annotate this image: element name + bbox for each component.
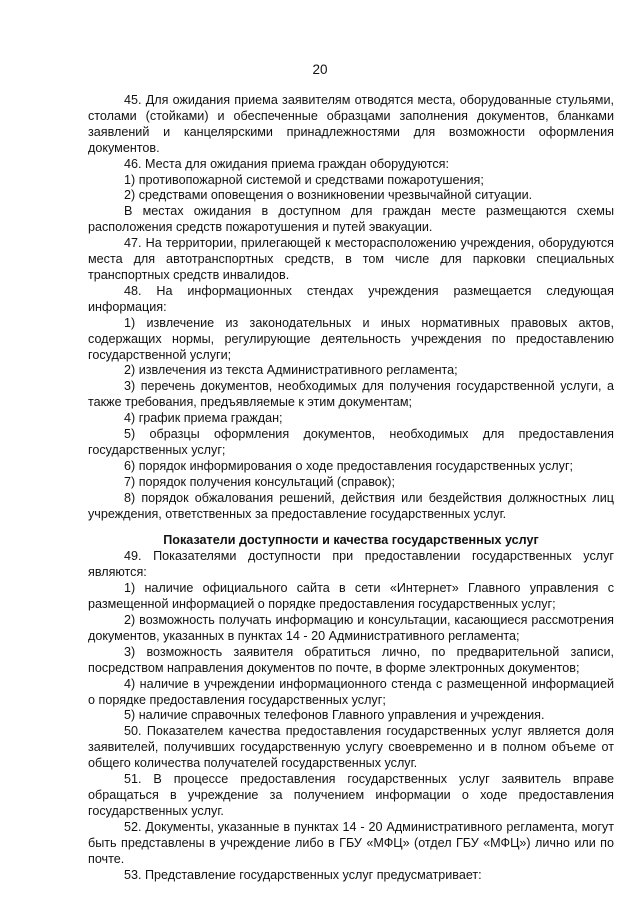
paragraph: 3) возможность заявителя обратиться лично, по предварительной записи, посредством направления документов по почте, в форме электронных документов; bbox=[88, 644, 614, 675]
paragraph: 3) перечень документов, необходимых для получения государственной услуги, а также требования, предъявляемые к этим документам; bbox=[88, 379, 614, 410]
paragraph: 1) наличие официального сайта в сети «Интернет» Главного управления с размещенной информацией о порядке предоставления государственных услуг; bbox=[88, 581, 614, 612]
paragraph: 48. На информационных стендах учреждения размещается следующая информация: bbox=[88, 283, 614, 314]
paragraph: 4) график приема граждан; bbox=[124, 411, 283, 426]
paragraph: 6) порядок информирования о ходе предоставления государственных услуг; bbox=[124, 458, 574, 473]
section-heading: Показатели доступности и качества государственных услуг bbox=[163, 533, 539, 548]
paragraph: 1) извлечение из законодательных и иных нормативных правовых актов, содержащих нормы, регулирующие деятельность учреждения по предоставлению государственной услуги; bbox=[88, 315, 614, 362]
paragraph: 8) порядок обжалования решений, действия или бездействия должностных лиц учреждения, ответственных за предоставление государственных услуг. bbox=[88, 490, 614, 521]
paragraph: 7) порядок получения консультаций (справок); bbox=[124, 474, 395, 489]
paragraph: 2) средствами оповещения о возникновении чрезвычайной ситуации. bbox=[124, 188, 533, 203]
paragraph: В местах ожидания в доступном для граждан месте размещаются схемы расположения средств пожаротушения и путей эвакуации. bbox=[88, 204, 614, 235]
paragraph: 1) противопожарной системой и средствами пожаротушения; bbox=[124, 172, 484, 187]
page-number: 20 bbox=[312, 62, 328, 77]
paragraph: 2) извлечения из текста Административного регламента; bbox=[124, 363, 458, 378]
paragraph: 50. Показателем качества предоставления государственных услуг является доля заявителей, получивших государственную услугу своевременно и в полном объеме от общего количества получателей государственных услуг. bbox=[88, 724, 614, 771]
paragraph: 4) наличие в учреждении информационного стенда с размещенной информацией о порядке предоставления государственных услуг; bbox=[88, 676, 614, 707]
paragraph: 53. Представление государственных услуг предусматривает: bbox=[124, 867, 482, 882]
paragraph: 5) образцы оформления документов, необходимых для предоставления государственных услуг; bbox=[88, 427, 614, 457]
paragraph: 2) возможность получать информацию и консультации, касающиеся рассмотрения документов, указанных в пунктах 14 - 20 Административного регламента; bbox=[88, 613, 614, 643]
paragraph: 47. На территории, прилегающей к месторасположению учреждения, оборудуются места для автотранспортных средств, в том числе для парковки специальных транспортных средств инвалидов. bbox=[88, 236, 614, 282]
paragraph: 52. Документы, указанные в пунктах 14 - 20 Административного регламента, могут быть представлены в учреждение либо в ГБУ «МФЦ» (отдел ГБУ «МФЦ») лично или по почте. bbox=[88, 819, 614, 866]
document-body bbox=[88, 93, 614, 883]
paragraph: 51. В процессе предоставления государственных услуг заявитель вправе обращаться в учреждение за получением информации о ходе предоставления государственных услуг. bbox=[88, 772, 614, 818]
paragraph: 46. Места для ожидания приема граждан оборудуются: bbox=[124, 156, 449, 171]
paragraph: 45. Для ожидания приема заявителям отводятся места, оборудованные стульями, столами (стойками) и обеспеченные образцами заполнения документов, бланками заявлений и канцелярскими принадлежностями для возможности оформления документов. bbox=[88, 93, 614, 155]
paragraph: 49. Показателями доступности при предоставлении государственных услуг являются: bbox=[88, 549, 614, 580]
paragraph: 5) наличие справочных телефонов Главного управления и учреждения. bbox=[124, 708, 545, 723]
